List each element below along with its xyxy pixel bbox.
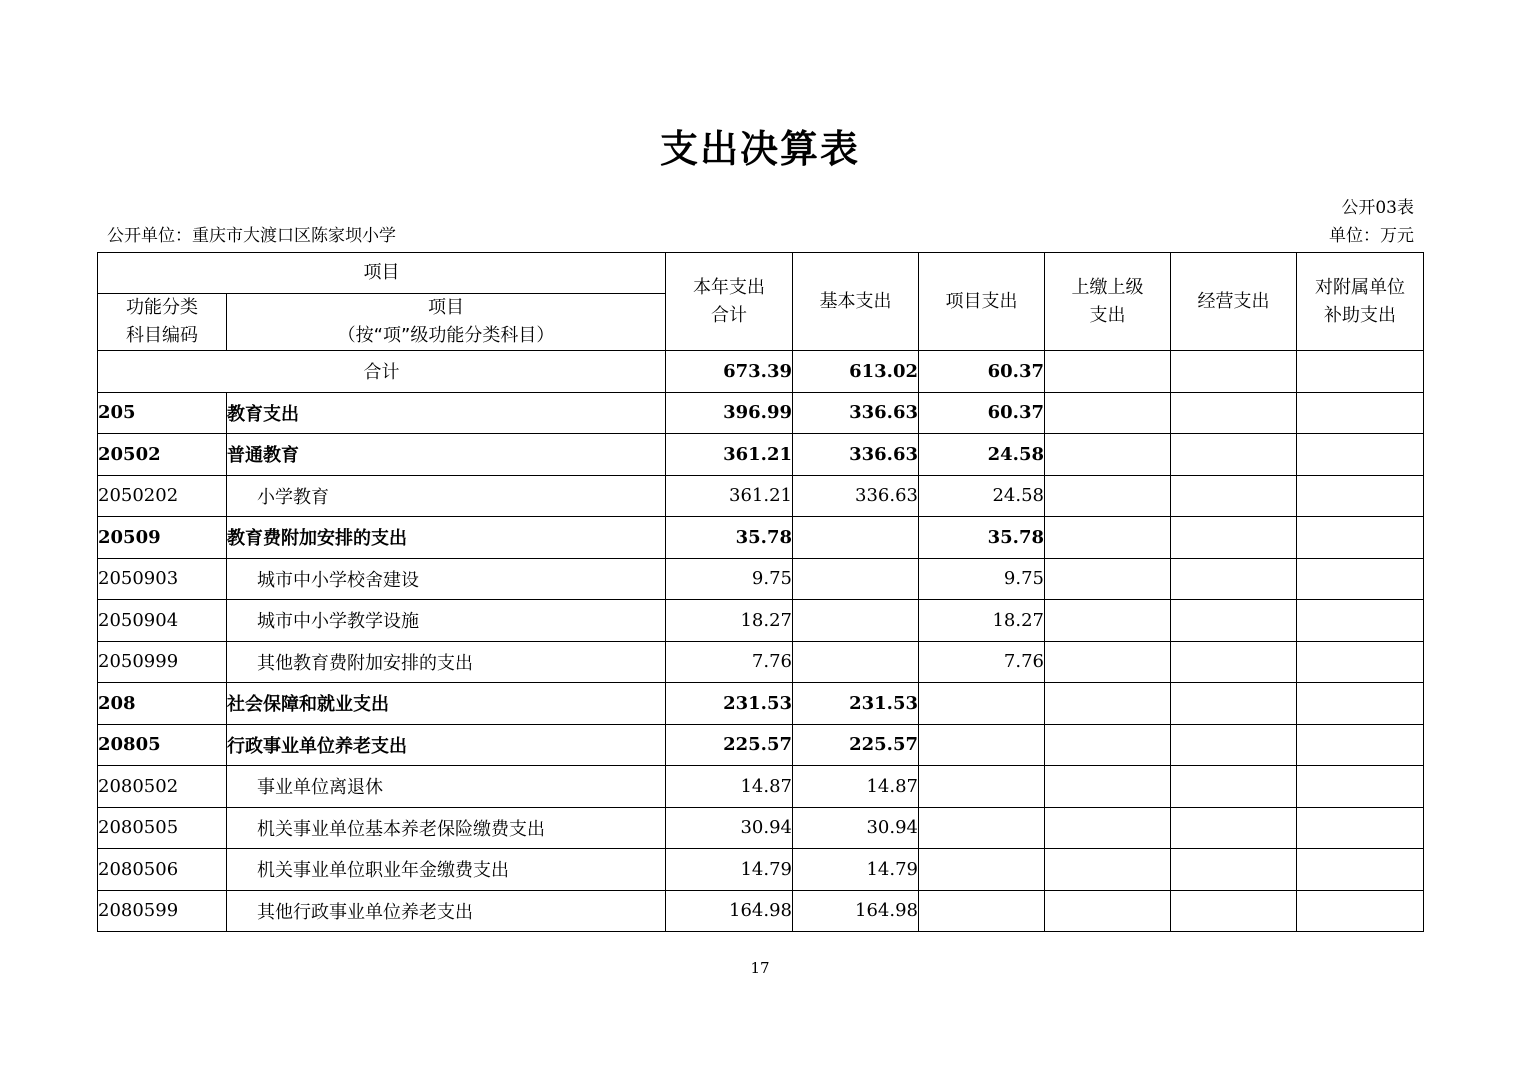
- row-subsidy: [1297, 517, 1424, 559]
- row-upper: [1045, 683, 1171, 725]
- header-subsidy: [1297, 253, 1424, 351]
- header-business: 经营支出: [1171, 253, 1297, 351]
- row-basic: 336.63: [793, 475, 919, 517]
- table-row: [98, 434, 1424, 476]
- row-code: 2080506: [98, 849, 227, 891]
- row-subsidy: [1297, 392, 1424, 434]
- row-code: 2050202: [98, 475, 227, 517]
- row-total: 7.76: [666, 641, 793, 683]
- row-code: 2050904: [98, 600, 227, 642]
- row-business: [1171, 641, 1297, 683]
- table-row: [98, 849, 1424, 891]
- row-name: 小学教育: [227, 475, 666, 517]
- total-business: [1171, 351, 1297, 393]
- row-total: 396.99: [666, 392, 793, 434]
- row-business: [1171, 392, 1297, 434]
- row-code: 20805: [98, 724, 227, 766]
- row-upper: [1045, 849, 1171, 891]
- header-upper: [1045, 253, 1171, 351]
- row-code: 2080505: [98, 807, 227, 849]
- row-basic: 231.53: [793, 683, 919, 725]
- row-code: 20502: [98, 434, 227, 476]
- page-title: 支出决算表: [659, 127, 860, 171]
- header-code-line2: 科目编码: [126, 325, 198, 346]
- row-subsidy: [1297, 475, 1424, 517]
- row-project: [919, 890, 1045, 932]
- row-subsidy: [1297, 434, 1424, 476]
- row-name: 事业单位离退休: [227, 766, 666, 808]
- table-row: [98, 890, 1424, 932]
- row-upper: [1045, 600, 1171, 642]
- row-subsidy: [1297, 724, 1424, 766]
- row-business: [1171, 849, 1297, 891]
- row-subsidy: [1297, 683, 1424, 725]
- header-name-line1: 项目: [428, 297, 464, 318]
- row-total: 35.78: [666, 517, 793, 559]
- header-basic: 基本支出: [793, 253, 919, 351]
- row-subsidy: [1297, 849, 1424, 891]
- expenditure-table: [97, 252, 1424, 932]
- header-subsidy-line2: 补助支出: [1324, 304, 1396, 326]
- row-upper: [1045, 641, 1171, 683]
- header-project: 项目支出: [919, 253, 1045, 351]
- row-basic: 164.98: [793, 890, 919, 932]
- row-name: 教育费附加安排的支出: [227, 517, 666, 559]
- total-total: 673.39: [666, 351, 793, 393]
- row-business: [1171, 890, 1297, 932]
- total-row: [98, 351, 1424, 393]
- row-code: 2080502: [98, 766, 227, 808]
- page-number: 17: [750, 959, 770, 977]
- row-total: 18.27: [666, 600, 793, 642]
- row-name: 城市中小学教学设施: [227, 600, 666, 642]
- row-total: 164.98: [666, 890, 793, 932]
- row-basic: 225.57: [793, 724, 919, 766]
- row-subsidy: [1297, 600, 1424, 642]
- header-total: [666, 253, 793, 351]
- row-basic: [793, 517, 919, 559]
- row-total: 9.75: [666, 558, 793, 600]
- row-code: 208: [98, 683, 227, 725]
- header-upper-line1: 上缴上级: [1071, 276, 1144, 298]
- row-project: 9.75: [919, 558, 1045, 600]
- row-subsidy: [1297, 766, 1424, 808]
- table-row: [98, 558, 1424, 600]
- header-code: [98, 294, 227, 351]
- row-project: 24.58: [919, 475, 1045, 517]
- header-total-line1: 本年支出: [693, 276, 765, 298]
- row-code: 2050999: [98, 641, 227, 683]
- table-row: [98, 807, 1424, 849]
- row-basic: 14.79: [793, 849, 919, 891]
- row-name: 教育支出: [227, 392, 666, 434]
- total-upper: [1045, 351, 1171, 393]
- row-business: [1171, 517, 1297, 559]
- total-project: 60.37: [919, 351, 1045, 393]
- unit-of-measure: 单位：万元: [1329, 226, 1414, 246]
- header-upper-line2: 支出: [1089, 304, 1126, 326]
- row-total: 225.57: [666, 724, 793, 766]
- table-row: [98, 641, 1424, 683]
- row-basic: [793, 641, 919, 683]
- header-name: [227, 294, 666, 351]
- row-project: 18.27: [919, 600, 1045, 642]
- row-total: 14.87: [666, 766, 793, 808]
- row-upper: [1045, 517, 1171, 559]
- row-basic: 30.94: [793, 807, 919, 849]
- table-row: [98, 517, 1424, 559]
- row-business: [1171, 475, 1297, 517]
- row-upper: [1045, 434, 1171, 476]
- row-business: [1171, 600, 1297, 642]
- row-basic: [793, 558, 919, 600]
- row-basic: [793, 600, 919, 642]
- form-number: 公开03表: [1341, 198, 1414, 218]
- row-total: 231.53: [666, 683, 793, 725]
- table-row: [98, 392, 1424, 434]
- row-name: 行政事业单位养老支出: [227, 724, 666, 766]
- row-code: 20509: [98, 517, 227, 559]
- table-row: [98, 724, 1424, 766]
- row-basic: 336.63: [793, 434, 919, 476]
- row-project: [919, 807, 1045, 849]
- row-business: [1171, 558, 1297, 600]
- row-code: 205: [98, 392, 227, 434]
- row-code: 2050903: [98, 558, 227, 600]
- total-basic: 613.02: [793, 351, 919, 393]
- header-subsidy-line1: 对附属单位: [1315, 276, 1405, 298]
- row-subsidy: [1297, 641, 1424, 683]
- row-upper: [1045, 724, 1171, 766]
- header-code-line1: 功能分类: [126, 297, 198, 318]
- header-project-group: 项目: [98, 253, 666, 294]
- row-upper: [1045, 890, 1171, 932]
- row-name: 社会保障和就业支出: [227, 683, 666, 725]
- row-basic: 336.63: [793, 392, 919, 434]
- table-row: [98, 766, 1424, 808]
- row-upper: [1045, 766, 1171, 808]
- row-upper: [1045, 392, 1171, 434]
- reporting-unit: 公开单位：重庆市大渡口区陈家坝小学: [107, 226, 396, 246]
- row-total: 14.79: [666, 849, 793, 891]
- row-upper: [1045, 558, 1171, 600]
- table-row: [98, 475, 1424, 517]
- row-name: 机关事业单位基本养老保险缴费支出: [227, 807, 666, 849]
- row-project: [919, 724, 1045, 766]
- row-project: [919, 849, 1045, 891]
- header-total-line2: 合计: [711, 304, 747, 326]
- header-row-1: [98, 253, 1424, 294]
- row-business: [1171, 724, 1297, 766]
- row-name: 城市中小学校舍建设: [227, 558, 666, 600]
- table-row: [98, 600, 1424, 642]
- row-name: 其他行政事业单位养老支出: [227, 890, 666, 932]
- row-project: [919, 766, 1045, 808]
- row-subsidy: [1297, 558, 1424, 600]
- row-project: 35.78: [919, 517, 1045, 559]
- row-code: 2080599: [98, 890, 227, 932]
- total-label: 合计: [98, 351, 666, 393]
- row-total: 361.21: [666, 434, 793, 476]
- row-business: [1171, 766, 1297, 808]
- total-subsidy: [1297, 351, 1424, 393]
- row-basic: 14.87: [793, 766, 919, 808]
- row-subsidy: [1297, 807, 1424, 849]
- row-name: 其他教育费附加安排的支出: [227, 641, 666, 683]
- table-row: [98, 683, 1424, 725]
- row-subsidy: [1297, 890, 1424, 932]
- row-upper: [1045, 807, 1171, 849]
- row-business: [1171, 683, 1297, 725]
- row-project: 60.37: [919, 392, 1045, 434]
- row-project: 7.76: [919, 641, 1045, 683]
- row-business: [1171, 434, 1297, 476]
- header-name-line2: （按“项”级功能分类科目）: [337, 325, 555, 346]
- row-business: [1171, 807, 1297, 849]
- row-total: 30.94: [666, 807, 793, 849]
- row-upper: [1045, 475, 1171, 517]
- row-name: 普通教育: [227, 434, 666, 476]
- row-total: 361.21: [666, 475, 793, 517]
- row-name: 机关事业单位职业年金缴费支出: [227, 849, 666, 891]
- row-project: [919, 683, 1045, 725]
- row-project: 24.58: [919, 434, 1045, 476]
